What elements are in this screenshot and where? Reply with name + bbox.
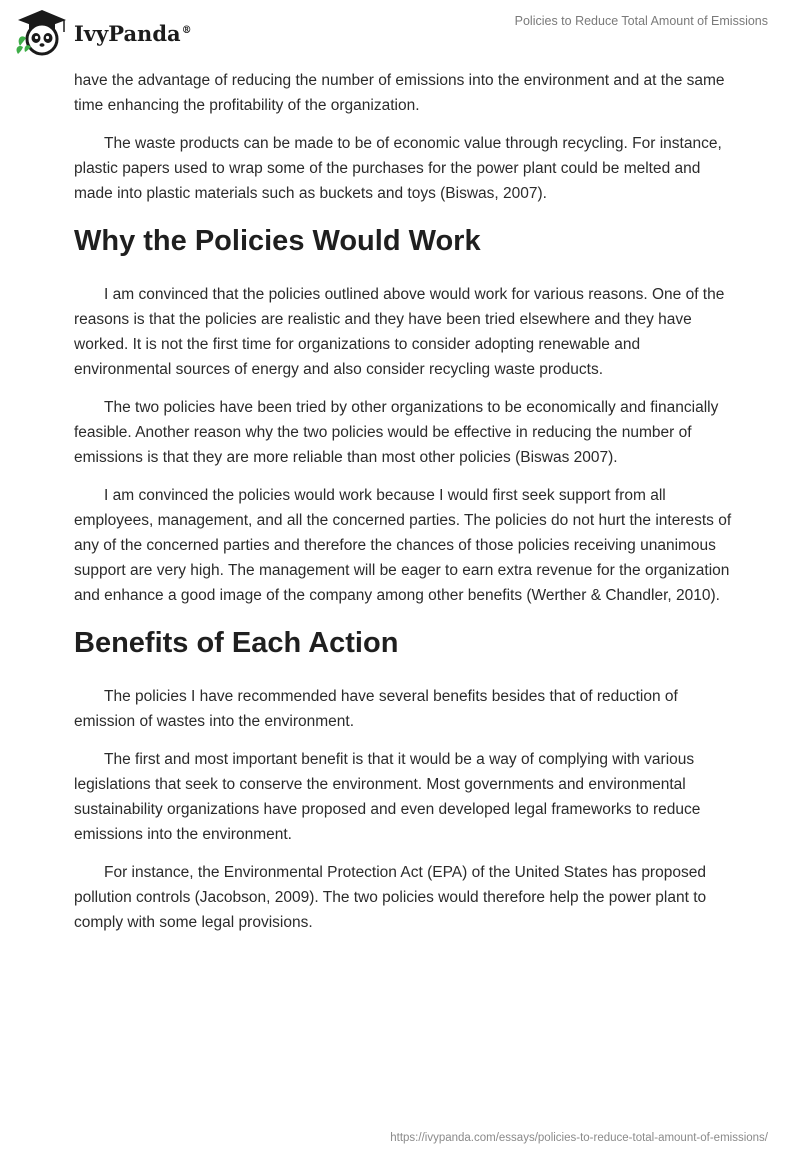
paragraph: The first and most important benefit is that it would be a way of complying with various legislations that seek to conserve the environment. Most governments and environmental sustainability organizations have proposed and even developed legal frameworks to reduce emissions into the environment.: [74, 751, 701, 843]
paragraph: The waste products can be made to be of economic value through recycling. For instance, plastic papers used to wrap some of the purchases for the power plant could be melted and made into plastic materials such as buckets and toys (Biswas, 2007).: [74, 135, 722, 202]
paragraph: I am convinced the policies would work because I would first seek support from all employees, management, and all the concerned parties. The policies do not hurt the interests of any of the concerned parties and therefore the chances of those policies receiving unanimous support are very high. The management will be eager to earn extra revenue for the organization and enhance a good image of the company among other benefits (Werther & Chandler, 2010).: [74, 487, 732, 604]
panda-graduate-icon: [14, 8, 70, 58]
paragraph: I am convinced that the policies outlined above would work for various reasons. One of the reasons is that the policies are realistic and they have been tried elsewhere and they have worked. It is not the first time for organizations to consider adopting renewable and environmental sources of energy and also consider recycling waste products.: [74, 286, 725, 378]
document-title: Policies to Reduce Total Amount of Emissions: [514, 14, 768, 28]
paragraph: The two policies have been tried by other organizations to be economically and financially feasible. Another reason why the two policies would be effective in reducing the number of emissions is that they are more reliable than most other policies (Biswas 2007).: [74, 399, 719, 466]
registered-mark: ®: [181, 24, 192, 36]
section-heading: Why the Policies Would Work: [74, 225, 481, 257]
paragraph: The policies I have recommended have several benefits besides that of reduction of emission of wastes into the environment.: [74, 688, 678, 730]
ivypanda-logo[interactable]: [14, 8, 192, 58]
brand-name: IvyPanda®: [74, 20, 192, 46]
paragraph: have the advantage of reducing the number of emissions into the environment and at the same time enhancing the profitability of the organization.: [74, 72, 725, 114]
page-header: [0, 0, 800, 70]
section-heading: Benefits of Each Action: [74, 627, 399, 659]
paragraph: For instance, the Environmental Protection Act (EPA) of the United States has proposed pollution controls (Jacobson, 2009). The two policies would therefore help the power plant to comply with some legal provisions.: [74, 864, 707, 931]
essay-body: [74, 68, 734, 948]
source-url[interactable]: https://ivypanda.com/essays/policies-to-reduce-total-amount-of-emissions/: [390, 1132, 768, 1144]
